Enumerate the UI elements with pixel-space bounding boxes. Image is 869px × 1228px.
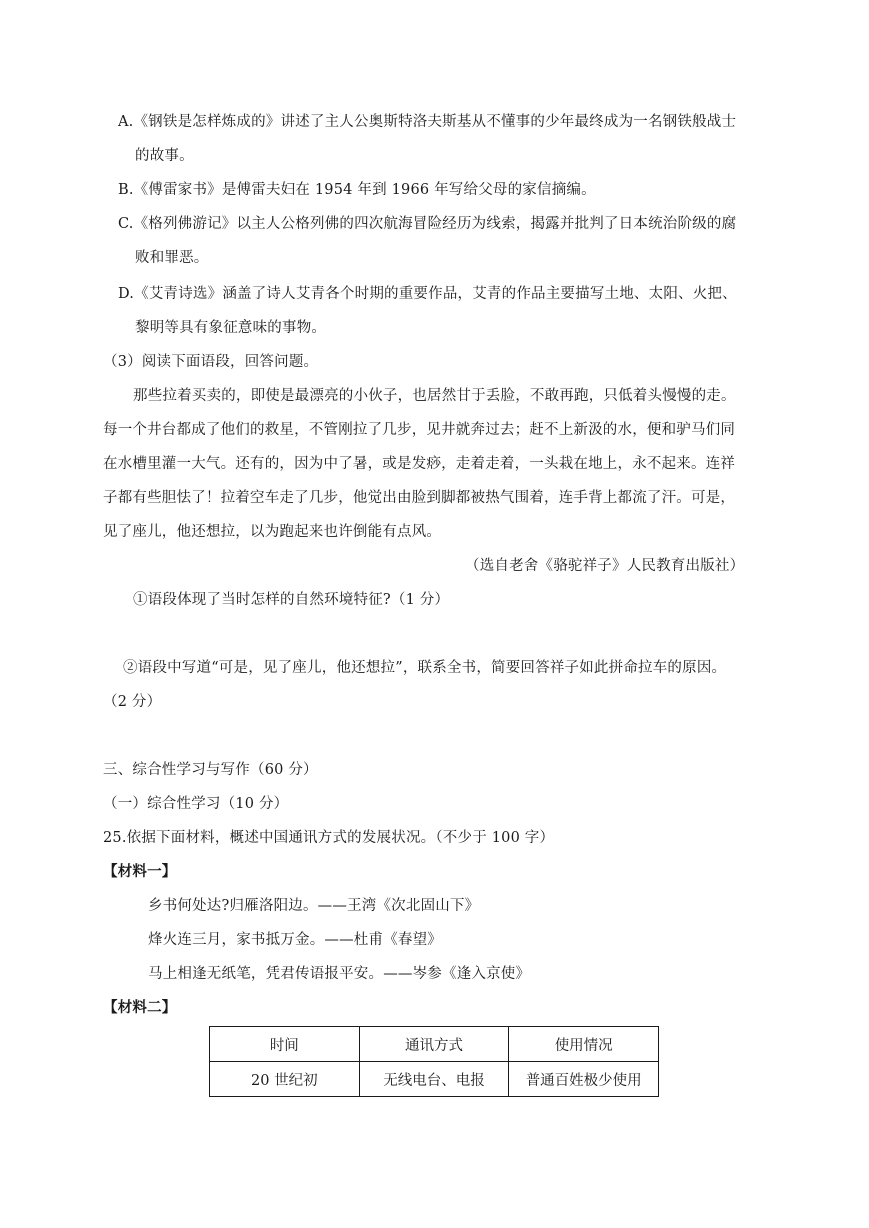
passage-source: （选自老舍《骆驼祥子》人民教育出版社） <box>465 558 745 574</box>
table-header-row <box>210 1027 659 1062</box>
material-1-label: 【材料一】 <box>103 863 177 880</box>
question-3-heading: （3）阅读下面语段，回答问题。 <box>103 354 319 370</box>
material-2-label: 【材料二】 <box>103 999 177 1016</box>
table-cell: 普通百姓极少使用 <box>509 1062 659 1097</box>
question-25: 25.依据下面材料，概述中国通讯方式的发展状况。（不少于 100 字） <box>103 830 555 846</box>
option-a-line1: A.《钢铁是怎样炼成的》讲述了主人公奥斯特洛夫斯基从不懂事的少年最终成为一名钢铁般战士 <box>118 114 737 130</box>
material-1-line: 马上相逢无纸笔，凭君传语报平安。——岑参《逢入京使》 <box>148 966 531 982</box>
material-2-table <box>209 1026 659 1097</box>
material-1-line: 烽火连三月，家书抵万金。——杜甫《春望》 <box>148 932 442 948</box>
part-1-heading: （一）综合性学习（10 分） <box>103 796 289 812</box>
table-header-cell: 使用情况 <box>509 1027 659 1062</box>
passage-line: 每一个井台都成了他们的救星，不管刚拉了几步，见井就奔过去；赶不上新汲的水，便和驴马们同 <box>103 422 736 438</box>
passage-line: 在水槽里灌一大气。还有的，因为中了暑，或是发痧，走着走着，一头栽在地上，永不起来。连祥 <box>103 456 736 472</box>
option-d-line1: D.《艾青诗选》涵盖了诗人艾青各个时期的重要作品，艾青的作品主要描写土地、太阳、火把、 <box>118 286 737 302</box>
option-a-line2: 的故事。 <box>135 148 194 164</box>
sub-question-2-line1: ②语段中写道“可是，见了座儿，他还想拉”，联系全书，简要回答祥子如此拼命拉车的原因。 <box>123 660 727 676</box>
table-row <box>210 1062 659 1097</box>
option-c-line1: C.《格列佛游记》以主人公格列佛的四次航海冒险经历为线索，揭露并批判了日本统治阶级的腐 <box>118 216 737 232</box>
table-cell: 无线电台、电报 <box>359 1062 509 1097</box>
passage-line: 那些拉着买卖的，即使是最漂亮的小伙子，也居然甘于丢脸，不敢再跑，只低着头慢慢的走。 <box>133 388 736 404</box>
table-header-cell: 通讯方式 <box>359 1027 509 1062</box>
passage-line: 子都有些胆怯了！拉着空车走了几步，他觉出由脸到脚都被热气围着，连手背上都流了汗。可是， <box>103 490 736 506</box>
option-c-line2: 败和罪恶。 <box>135 250 209 266</box>
material-1-line: 乡书何处达?归雁洛阳边。——王湾《次北固山下》 <box>148 898 480 914</box>
section-3-heading: 三、综合性学习与写作（60 分） <box>103 762 318 778</box>
passage-line: 见了座儿，他还想拉，以为跑起来也许倒能有点风。 <box>103 524 442 540</box>
sub-question-1: ①语段体现了当时怎样的自然环境特征?（1 分） <box>133 592 450 608</box>
sub-question-2-line2: （2 分） <box>103 694 162 710</box>
option-d-line2: 黎明等具有象征意味的事物。 <box>135 320 327 336</box>
option-b-line1: B.《傅雷家书》是傅雷夫妇在 1954 年到 1966 年写给父母的家信摘编。 <box>118 182 596 198</box>
table-header-cell: 时间 <box>210 1027 360 1062</box>
table-cell: 20 世纪初 <box>210 1062 360 1097</box>
